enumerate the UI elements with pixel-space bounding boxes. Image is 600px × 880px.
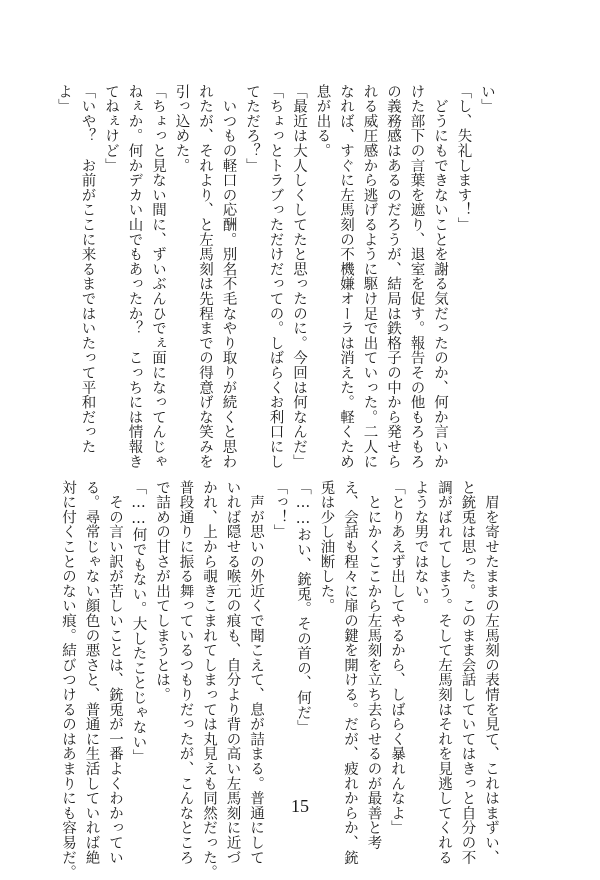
text-line: かれ、上から覗きこまれてしまっては丸見えも同然だった。 bbox=[201, 480, 217, 880]
text-line: 「……おい、銃兎。その首の、何だ」 bbox=[295, 480, 311, 735]
text-line: 引っ込めた。 bbox=[173, 84, 190, 173]
text-line: 眉を寄せたままの左馬刻の表情を見て、これはまずい、 bbox=[483, 480, 499, 865]
text-line: 「いや？ お前がここに来るまではいたって平和だった bbox=[79, 84, 96, 454]
text-line: なれば、すぐに左馬刻の不機嫌オーラは消えた。軽くため bbox=[338, 84, 354, 469]
text-line: 息が出る。 bbox=[314, 84, 331, 158]
text-line: どうにもできないことを謝る気だったのか、何か言いか bbox=[432, 84, 448, 469]
text-line: よ」 bbox=[56, 84, 72, 114]
text-line: る。尋常じゃない顔色の悪さと、普通に生活していれば絶 bbox=[83, 480, 100, 865]
text-line: と銃兎は思った。このまま会話していてはきっと自分の不 bbox=[459, 480, 476, 865]
text-line: 「最近は大人しくしてたと思ったのに。今回は何なんだ」 bbox=[291, 84, 307, 469]
text-line: 普段通りに振る舞っているつもりだったが、こんなところ bbox=[177, 480, 194, 865]
text-line: で詰めの甘さが出てしまうとは。 bbox=[154, 480, 170, 702]
text-line: え、会話も程々に扉の鍵を開ける。だが、疲れからか、銃 bbox=[342, 480, 358, 865]
text-line: 「ちょっと見ない間に、ずいぶんひでぇ面になってんじゃ bbox=[150, 84, 166, 469]
text-line: 声が思いの外近くで聞こえて、息が詰まる。普通にして bbox=[248, 480, 264, 865]
text-line: 「っ！」 bbox=[271, 480, 288, 540]
text-line: てねぇけど」 bbox=[103, 84, 119, 173]
text-line: いつもの軽口の応酬。別名不毛なやり取りが続くと思わ bbox=[220, 84, 237, 469]
text-line: 「ちょっとトラブっただけだっての。しばらくお利口にし bbox=[267, 84, 284, 469]
text-line: 「とりあえず出してやるから、しばらく暴れんなよ」 bbox=[389, 480, 405, 836]
text-line: ねぇか。何かデカい山でもあったか？ こっちには情報き bbox=[126, 84, 143, 469]
text-line: けた部下の言葉を遮り、退室を促す。報告その他もろもろ bbox=[408, 84, 425, 469]
text-line: い」 bbox=[479, 84, 495, 114]
text-line: 「……何でもない。大したことじゃない」 bbox=[130, 480, 147, 765]
text-line: の義務感はあるのだろうが、結局は鉄格子の中から発せら bbox=[385, 84, 401, 469]
text-line: 「し、失礼します！」 bbox=[455, 84, 472, 232]
text-line: てただろ？」 bbox=[244, 84, 260, 173]
text-line: れたが、それより、と左馬刻は先程までの得意げな笑みを bbox=[197, 84, 213, 469]
text-line: いれば隠せる喉元の痕も、自分より背の高い左馬刻に近づ bbox=[224, 480, 241, 865]
text-line: 兎は少し油断した。 bbox=[318, 480, 335, 614]
text-block-upper bbox=[56, 84, 498, 469]
text-line: 対に付くことのない痕。結びつけるのはあまりにも容易だ。 bbox=[60, 480, 76, 880]
text-line: れる威圧感から逃げるように駆け足で出ていった。二人に bbox=[361, 84, 378, 469]
text-line: その言い訳が苦しいことは、銃兎が一番よくわかってい bbox=[107, 480, 123, 865]
text-line: ような男ではない。 bbox=[412, 480, 429, 614]
text-line: 調がばれてしまう。そして左馬刻はそれを見逃してくれる bbox=[436, 480, 452, 865]
text-line: とにかくここから左馬刻を立ち去らせるのが最善と考 bbox=[365, 480, 382, 850]
page-number: 15 bbox=[291, 796, 309, 816]
